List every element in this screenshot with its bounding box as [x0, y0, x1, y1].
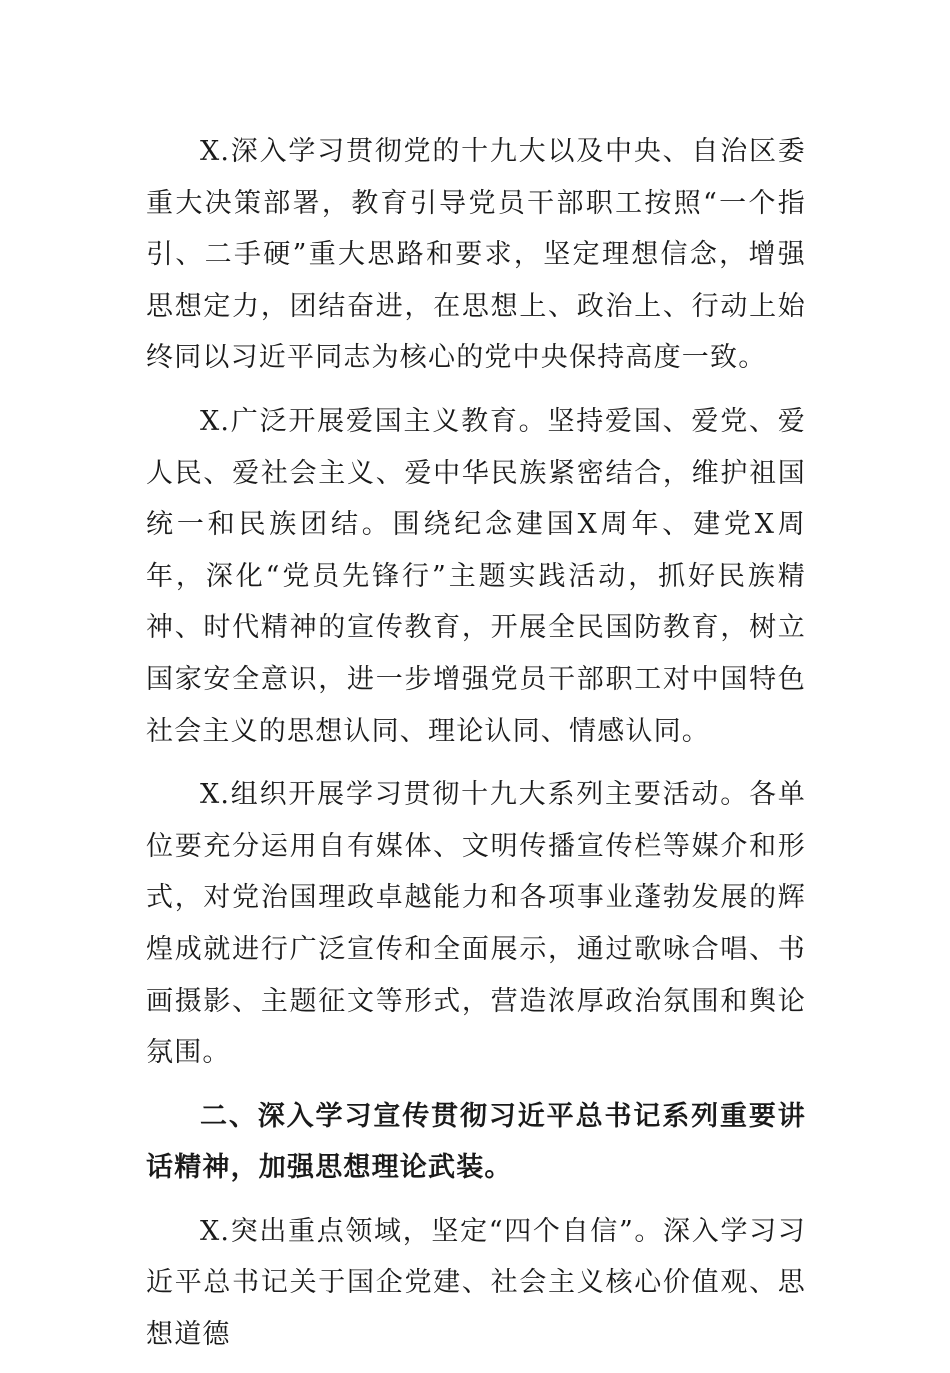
paragraph-four-confidences: X.突出重点领域，坚定“四个自信”。深入学习习近平总书记关于国企党建、社会主义核心价值观、思想道德 [146, 1215, 806, 1351]
paragraph-study-nineteenth-congress: X.深入学习贯彻党的十九大以及中央、自治区委重大决策部署，教育引导党员干部职工按照“一个指引、二手硬”重大思路和要求，坚定理想信念，增强思想定力，团结奋进，在思想上、政治上、行动上始终同以习近平同志为核心的党中央保持高度一致。 [146, 136, 806, 374]
document-body [146, 126, 806, 1373]
section-heading-two: 二、深入学习宣传贯彻习近平总书记系列重要讲话精神，加强思想理论武装。 [146, 1100, 806, 1184]
paragraph-patriotic-education: X.广泛开展爱国主义教育。坚持爱国、爱党、爱人民、爱社会主义、爱中华民族紧密结合，维护祖国统一和民族团结。围绕纪念建国X周年、建党X周年，深化“党员先锋行”主题实践活动，抓好民族精神、时代精神的宣传教育，开展全民国防教育，树立国家安全意识，进一步增强党员干部职工对中国特色社会主义的思想认同、理论认同、情感认同。 [146, 405, 806, 747]
paragraph-series-activities: X.组织开展学习贯彻十九大系列主要活动。各单位要充分运用自有媒体、文明传播宣传栏等媒介和形式，对党治国理政卓越能力和各项事业蓬勃发展的辉煌成就进行广泛宣传和全面展示，通过歌咏合唱、书画摄影、主题征文等形式，营造浓厚政治氛围和舆论氛围。 [146, 779, 806, 1069]
